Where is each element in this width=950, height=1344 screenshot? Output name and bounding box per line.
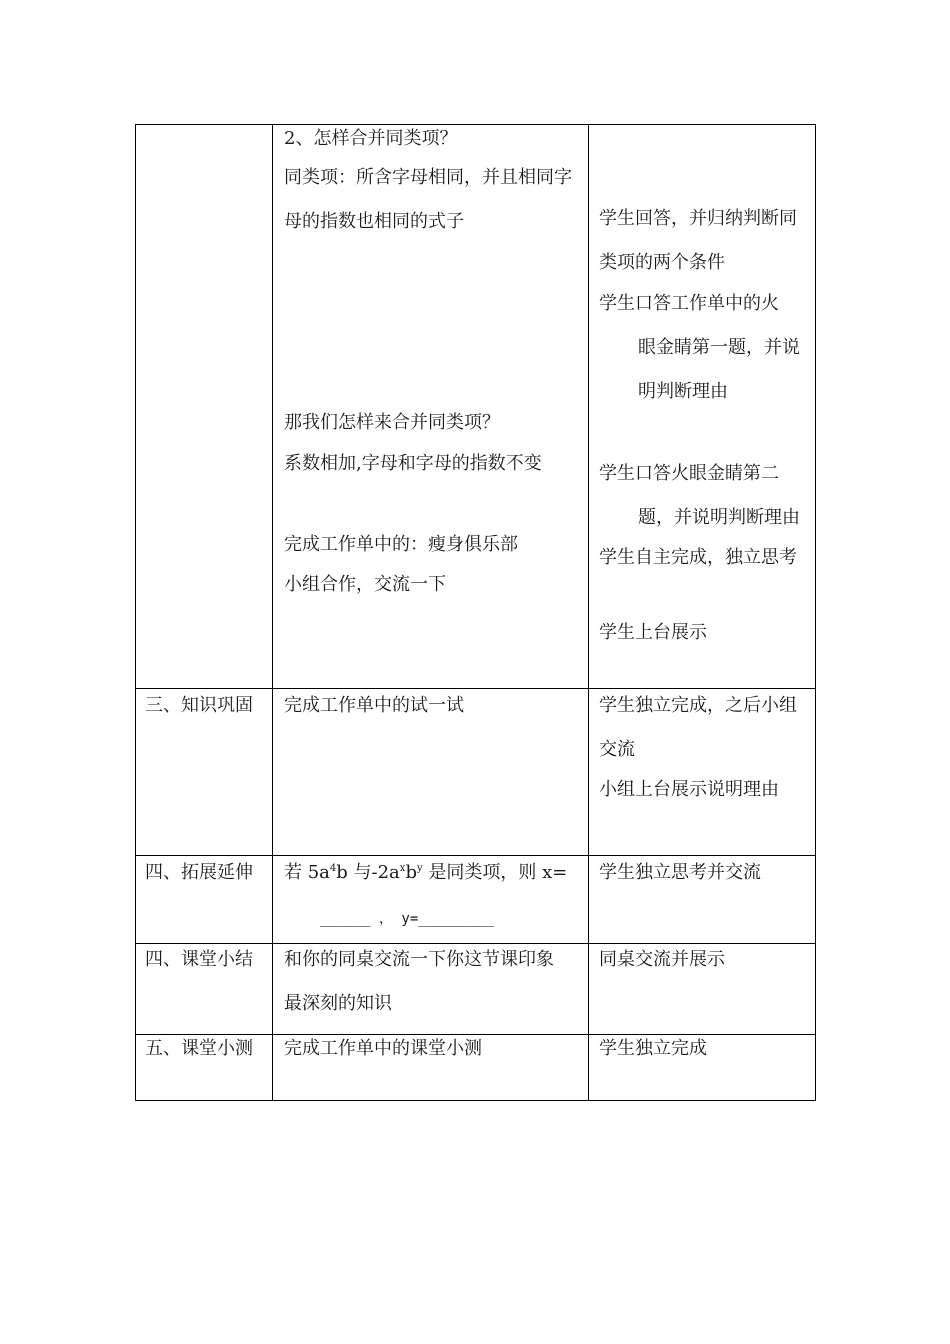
activity-2-line-2: 眼金睛第一题，并说 xyxy=(638,337,800,358)
extension-problem xyxy=(284,862,567,884)
definition-line-2: 母的指数也相同的式子 xyxy=(284,211,464,232)
summary-activity: 同桌交流并展示 xyxy=(599,949,725,970)
group-work: 小组合作，交流一下 xyxy=(284,574,446,595)
problem-text-pre: 若 5a xyxy=(284,862,330,883)
row-divider-1 xyxy=(135,688,816,689)
border-col1 xyxy=(272,124,273,1101)
stage-quiz: 五、课堂小测 xyxy=(145,1038,253,1059)
row-divider-2 xyxy=(135,855,816,856)
summary-content-line-2: 最深刻的知识 xyxy=(284,993,392,1014)
problem-text-mid2: b xyxy=(405,862,417,883)
extension-activity: 学生独立思考并交流 xyxy=(599,862,761,883)
question-2: 2、怎样合并同类项？ xyxy=(284,128,458,149)
row-divider-4 xyxy=(135,1034,816,1035)
activity-2-line-3: 明判断理由 xyxy=(638,381,728,402)
stage-consolidation: 三、知识巩固 xyxy=(145,695,253,716)
border-top xyxy=(135,124,816,125)
activity-2-line-1: 学生口答工作单中的火 xyxy=(599,293,779,314)
quiz-content: 完成工作单中的课堂小测 xyxy=(284,1038,482,1059)
activity-3-line-2: 题，并说明判断理由 xyxy=(638,507,800,528)
stage-summary: 四、课堂小结 xyxy=(145,949,253,970)
problem-text-post: 是同类项，则 x= xyxy=(422,862,568,883)
activity-1-line-2: 类项的两个条件 xyxy=(599,252,725,273)
exponent-y: y xyxy=(416,863,423,874)
worksheet-task: 完成工作单中的：瘦身俱乐部 xyxy=(284,534,518,555)
stage-extension: 四、拓展延伸 xyxy=(145,862,253,883)
border-left xyxy=(135,124,136,1101)
border-col2 xyxy=(588,124,589,1101)
how-to-merge: 那我们怎样来合并同类项？ xyxy=(284,412,500,433)
answer-blanks: ______ ， y=_________ xyxy=(320,911,495,927)
activity-3-line-1: 学生口答火眼金睛第二 xyxy=(599,463,779,484)
activity-5: 学生上台展示 xyxy=(599,622,707,643)
summary-content-line-1: 和你的同桌交流一下你这节课印象 xyxy=(284,949,554,970)
exponent-x: x xyxy=(399,863,406,874)
consolidation-activity-line-1: 学生独立完成，之后小组 xyxy=(599,695,797,716)
border-right xyxy=(815,124,816,1101)
activity-1-line-1: 学生回答，并归纳判断同 xyxy=(599,208,797,229)
definition-line-1: 同类项：所含字母相同，并且相同字 xyxy=(284,167,572,188)
consolidation-activity-line-3: 小组上台展示说明理由 xyxy=(599,779,779,800)
row-divider-3 xyxy=(135,943,816,944)
problem-text-mid1: b 与-2a xyxy=(336,862,400,883)
exponent-4: 4 xyxy=(329,863,337,874)
quiz-activity: 学生独立完成 xyxy=(599,1038,707,1059)
consolidation-content: 完成工作单中的试一试 xyxy=(284,695,464,716)
merge-rule: 系数相加,字母和字母的指数不变 xyxy=(284,453,542,474)
consolidation-activity-line-2: 交流 xyxy=(599,739,635,760)
border-bottom xyxy=(135,1100,816,1101)
activity-4: 学生自主完成，独立思考 xyxy=(599,547,797,568)
